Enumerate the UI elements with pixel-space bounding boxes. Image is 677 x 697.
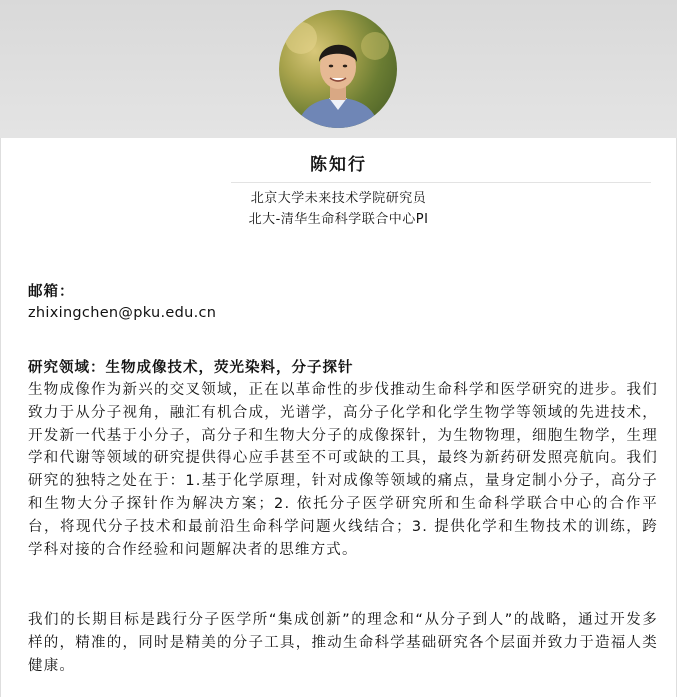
research-description: 生物成像作为新兴的交叉领域，正在以革命性的步伐推动生命科学和医学研究的进步。我们致力于从分子视角，融汇有机合成，光谱学，高分子化学和化学生物学等领域的先进技术，开发新一代基于小分子，高分子和生物大分子的成像探针，为生物物理，细胞生物学，生理学和代谢等领域的研究提供得心应手甚至不可或缺的工具，最终为新药研发照亮航向。我们研究的独特之处在于：1.基于化学原理，针对成像等领域的痛点，量身定制小分子，高分子和生物大分子探针作为解决方案；2. 依托分子医学研究所和生命科学联合中心的合作平台，将现代分子技术和最前沿生命科学问题火线结合；3. 提供化学和生物技术的训练，跨学科对接的合作经验和问题解决者的思维方式。 (28, 382, 658, 558)
research-area-heading: 研究领域：生物成像技术，荧光染料，分子探针 (28, 360, 354, 376)
email-label: 邮箱： (28, 284, 75, 300)
affiliation-center: 北大-清华生命科学联合中心PI (248, 212, 429, 227)
name-divider (231, 182, 651, 183)
email-address[interactable]: zhixingchen@pku.edu.cn (28, 305, 217, 321)
profile-photo (279, 10, 397, 128)
long-term-goal: 我们的长期目标是践行分子医学所“集成创新”的理念和“从分子到人”的战略，通过开发多样的，精准的，同时是精美的分子工具，推动生命科学基础研究各个层面并致力于造福人类健康。 (28, 612, 658, 674)
affiliation-title: 北京大学未来技术学院研究员 (250, 191, 427, 206)
person-name: 陈知行 (310, 155, 367, 175)
